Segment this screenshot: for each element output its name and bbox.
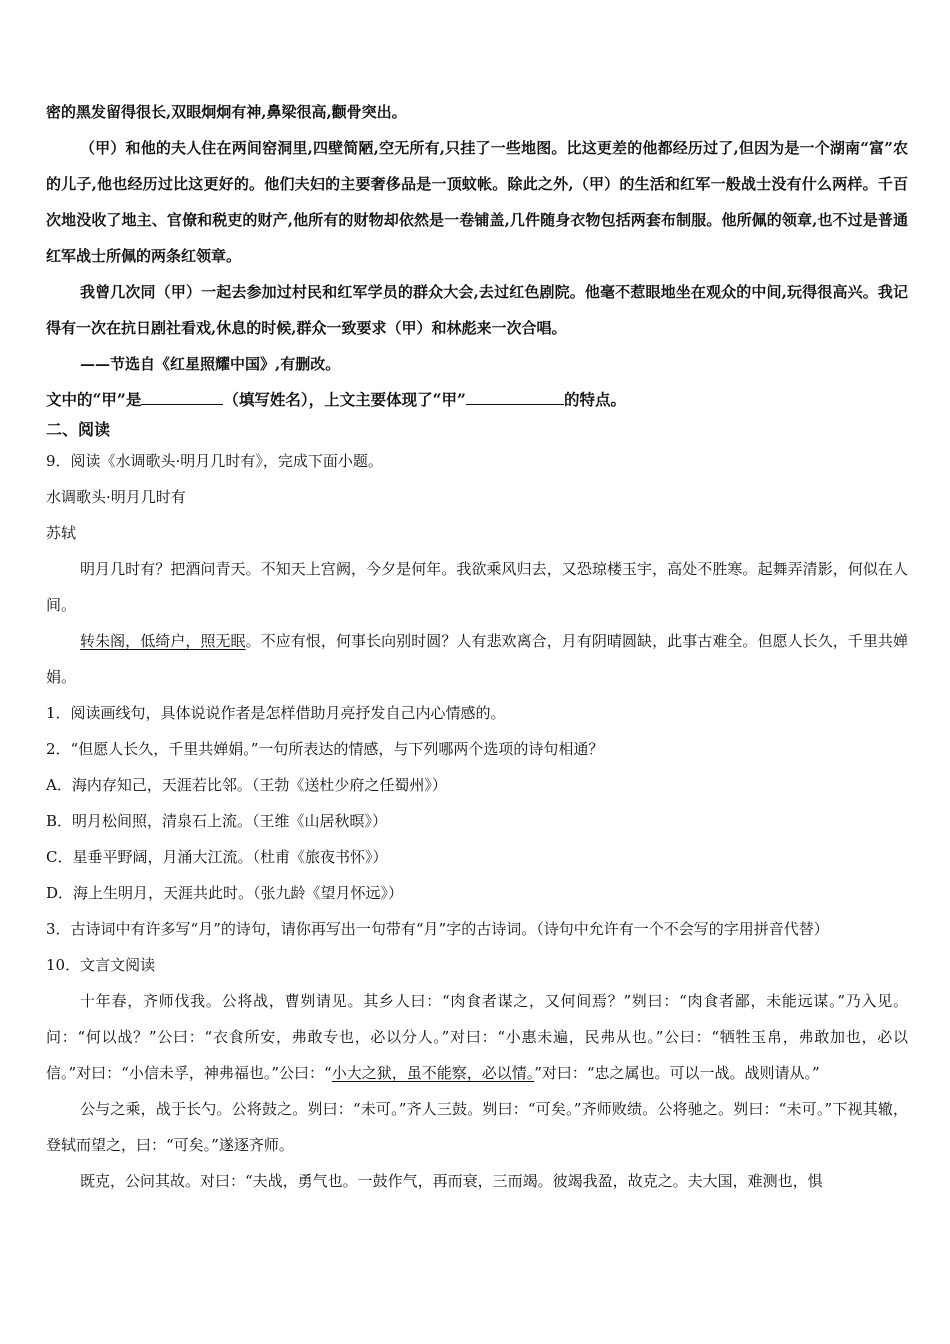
passage-source: ——节选自《红星照耀中国》,有删改。 [80,355,341,373]
poem-stanza-2 [46,623,908,695]
option-a: A．海内存知己，天涯若比邻。（王勃《送杜少府之任蜀州》） [46,776,447,794]
underlined-line: 转朱阁，低绮户，照无眠 [80,632,246,650]
classical-paragraph-1 [46,983,908,1091]
classical-text-a: 十年春，齐师伐我。公将战，曹刿请见。其乡人曰：“肉食者谋之，又何间焉？”刿曰：“肉食者鄙，未能远谋。”乃入见。问：“何以战？”公曰：“衣食所安，弗敢专也，必以分人。”对曰：“小惠未遍，民弗从也。”公曰：“牺牲玉帛，弗敢加也，必以信。”对曰：“小信未孚，神弗福也。”公曰：“ [46,992,908,1082]
passage-paragraph-2: （甲）和他的夫人住在两间窑洞里,四壁简陋,空无所有,只挂了一些地图。比这更差的他都经历过了,但因为是一个湖南“富”农的儿子,他也经历过比这更好的。他们夫妇的主要奢侈品是一顶蚊帐。除此之外,（甲）的生活和红军一般战士没有什么两样。千百次地没收了地主、官僚和税吏的财产,他所有的财物却依然是一卷铺盖,几件随身衣物包括两套布制服。他所佩的领章,也不过是普通红军战士所佩的两条红领章。 [46,139,908,265]
passage-paragraph-1: 密的黑发留得很长,双眼炯炯有神,鼻梁很高,颧骨突出。 [46,103,407,121]
underlined-sentence: 小大之狱，虽不能察，必以情。 [331,1064,535,1082]
question-text-b: （填写姓名），上文主要体现了“甲” [223,390,466,409]
q9-prompt: 9．阅读《水调歌头·明月几时有》，完成下面小题。 [46,452,383,470]
q9-sub-question-2: 2．“但愿人长久，千里共婵娟。”一句所表达的情感，与下列哪两个选项的诗句相通？ [46,740,604,758]
q10-prompt: 10．文言文阅读 [46,956,156,974]
section-heading: 二、阅读 [46,420,111,439]
q9-sub-question-1: 1．阅读画线句，具体说说作者是怎样借助月亮抒发自己内心情感的。 [46,704,506,722]
passage-paragraph-3: 我曾几次同（甲）一起去参加过村民和红军学员的群众大会,去过红色剧院。他毫不惹眼地坐在观众的中间,玩得很高兴。我记得有一次在抗日剧社看戏,休息的时候,群众一致要求（甲）和林彪来一次合唱。 [46,283,908,337]
question-text-c: 的特点。 [563,390,626,409]
passage-question [46,382,908,417]
document-page [46,94,908,1199]
poem-author: 苏轼 [46,524,77,542]
trait-answer-blank[interactable] [466,388,564,405]
q9-sub-question-3: 3．古诗词中有许多写“月”的诗句，请你再写出一句带有“月”字的古诗词。（诗句中允许有一个不会写的字用拼音代替） [46,920,829,938]
classical-text-b: ”对曰：“忠之属也。可以一战。战则请从。” [534,1064,820,1082]
classical-paragraph-3: 既克，公问其故。对曰：“夫战，勇气也。一鼓作气，再而衰，三而竭。彼竭我盈，故克之。夫大国，难测也，惧 [80,1172,823,1190]
option-d: D．海上生明月，天涯共此时。（张九龄《望月怀远》） [46,884,404,902]
stanza-2-rest: 。不应有恨，何事长向别时圆？人有悲欢离合，月有阴晴圆缺，此事古难全。但愿人长久，千里共婵娟。 [46,632,908,686]
poem-stanza-1: 明月几时有？把酒问青天。不知天上宫阙，今夕是何年。我欲乘风归去，又恐琼楼玉宇，高处不胜寒。起舞弄清影，何似在人间。 [46,560,908,614]
name-answer-blank[interactable] [141,388,223,405]
classical-paragraph-2: 公与之乘，战于长勺。公将鼓之。刿曰：“未可。”齐人三鼓。刿曰：“可矣。”齐师败绩。公将驰之。刿曰：“未可。”下视其辙，登轼而望之，曰：“可矣。”遂逐齐师。 [46,1100,908,1154]
option-b: B．明月松间照，清泉石上流。（王维《山居秋暝》） [46,812,388,830]
question-text-a: 文中的“甲”是 [46,390,142,409]
poem-title: 水调歌头·明月几时有 [46,488,186,506]
option-c: C．星垂平野阔，月涌大江流。（杜甫《旅夜书怀》） [46,848,388,866]
